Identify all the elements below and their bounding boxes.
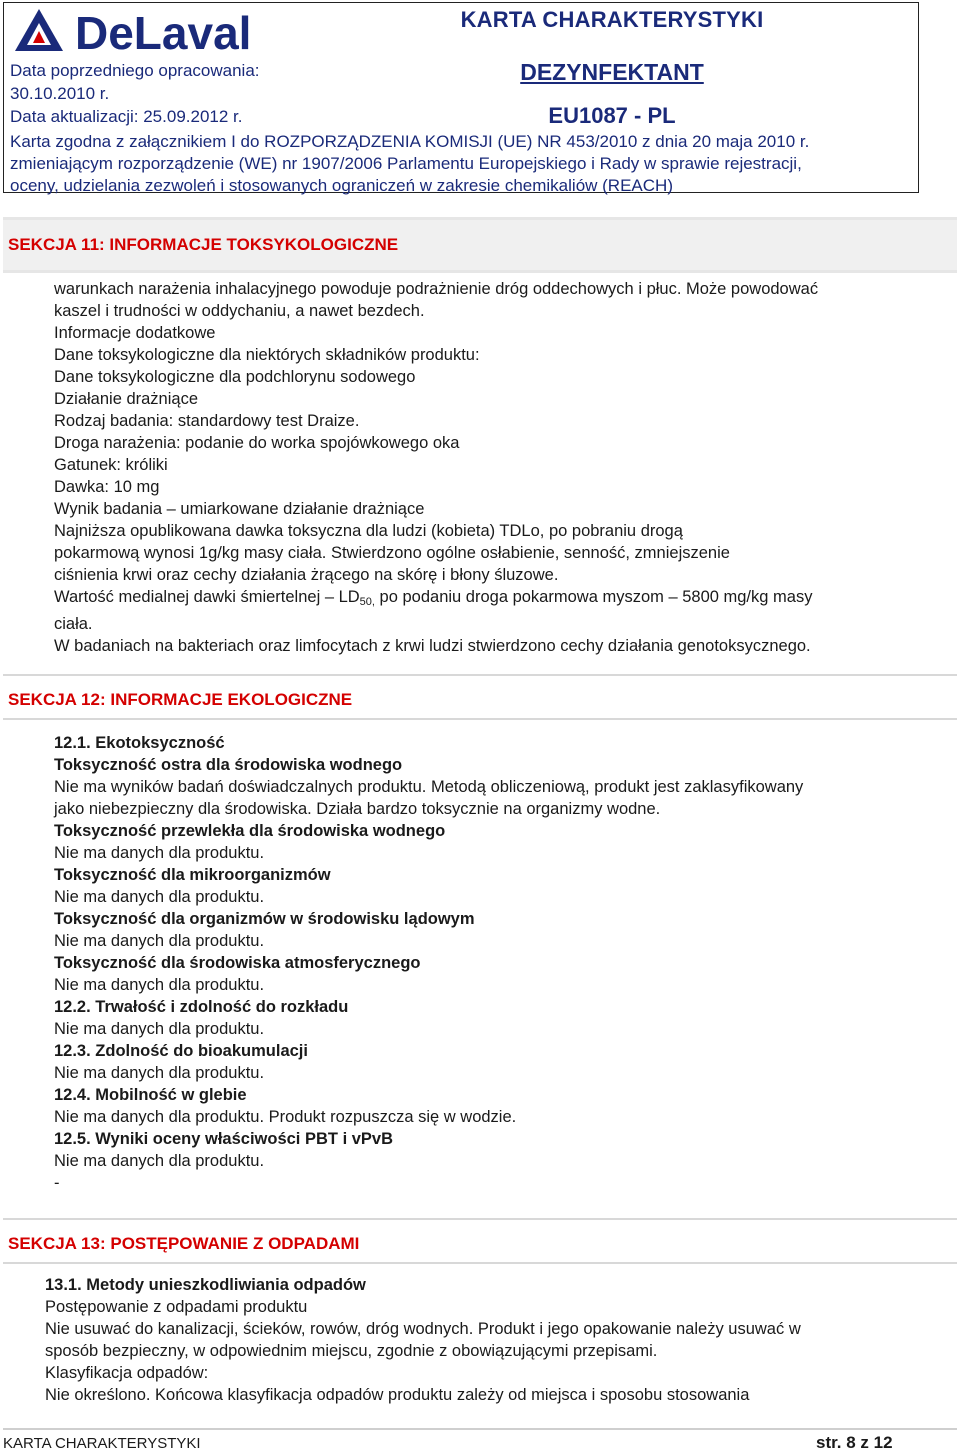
text-line: Klasyfikacja odpadów: <box>45 1364 209 1382</box>
delaval-logo <box>9 3 299 59</box>
text-line: Nie ma danych dla produktu. <box>54 932 265 950</box>
section-12-divider-bottom <box>3 718 957 720</box>
section-13-title: SEKCJA 13: POSTĘPOWANIE Z ODPADAMI <box>8 1234 360 1253</box>
text-line: Nie ma danych dla produktu. <box>54 1064 265 1082</box>
document-title: KARTA CHARAKTERYSTYKI <box>460 7 764 32</box>
text-line: Nie ma danych dla produktu. Produkt rozpuszcza się w wodzie. <box>54 1108 517 1126</box>
text-line: kaszel i trudności w oddychaniu, a nawet bezdech. <box>54 302 425 320</box>
page-number: str. 8 z 12 <box>816 1433 893 1452</box>
ld50-subscript: 50, <box>359 596 375 608</box>
subsection-heading: 12.5. Wyniki oceny właściwości PBT i vPvB <box>54 1130 394 1148</box>
text-line: - <box>54 1174 60 1192</box>
text-line: Nie ma danych dla produktu. <box>54 888 265 906</box>
regulation-line: Karta zgodna z załącznikiem I do ROZPORZĄDZENIA KOMISJI (UE) NR 453/2010 z dnia 20 maja 2010 r. <box>10 132 810 151</box>
section-11-body <box>54 278 818 657</box>
text-line: Najniższa opublikowana dawka toksyczna dla ludzi (kobieta) TDLo, po pobraniu drogą <box>54 522 683 540</box>
footer-divider <box>3 1428 957 1430</box>
subsection-heading: Toksyczność przewlekła dla środowiska wodnego <box>54 822 446 840</box>
regulation-line: zmieniającym rozporządzenie (WE) nr 1907/2006 Parlamentu Europejskiego i Rady w sprawie rejestracji, <box>10 154 802 173</box>
text-line: jako niebezpieczny dla środowiska. Działa bardzo toksycznie na organizmy wodne. <box>54 800 661 818</box>
regulation-note <box>10 131 915 197</box>
text-line: Nie ma danych dla produktu. <box>54 1152 265 1170</box>
subsection-heading: 12.2. Trwałość i zdolność do rozkładu <box>54 998 349 1016</box>
ld50-line <box>54 586 818 613</box>
text-line: warunkach narażenia inhalacyjnego powoduje podrażnienie dróg oddechowych i płuc. Może powodować <box>54 280 819 298</box>
text-line: sposób bezpieczny, w odpowiednim miejscu, zgodnie z obowiązującymi przepisami. <box>45 1342 658 1360</box>
section-13-divider-bottom <box>3 1262 957 1264</box>
subsection-heading: Toksyczność dla organizmów w środowisku lądowym <box>54 910 475 928</box>
text-line: pokarmową wynosi 1g/kg masy ciała. Stwierdzono ogólne osłabienie, senność, zmniejszenie <box>54 544 730 562</box>
subsection-heading: 12.4. Mobilność w glebie <box>54 1086 247 1104</box>
text-line: Nie ma danych dla produktu. <box>54 976 265 994</box>
text-line: Wynik badania – umiarkowane działanie drażniące <box>54 500 425 518</box>
subsection-heading: 12.3. Zdolność do bioakumulacji <box>54 1042 308 1060</box>
regulation-line: oceny, udzielania zezwoleń i stosowanych ograniczeń w zakresie chemikaliów (REACH) <box>10 176 673 195</box>
section-11-title: SEKCJA 11: INFORMACJE TOKSYKOLOGICZNE <box>8 235 399 254</box>
subsection-heading: Toksyczność dla mikroorganizmów <box>54 866 331 884</box>
section-13-body <box>45 1274 801 1406</box>
ld50-prefix: Wartość medialnej dawki śmiertelnej – LD <box>54 588 360 606</box>
logo-text: DeLaval <box>75 7 252 59</box>
text-line: Nie usuwać do kanalizacji, ścieków, rowów, dróg wodnych. Produkt i jego opakowanie należy usuwać w <box>45 1320 801 1338</box>
subsection-heading: 13.1. Metody unieszkodliwiania odpadów <box>45 1276 366 1294</box>
document-header <box>3 2 919 193</box>
section-12-divider <box>3 674 957 676</box>
subsection-heading: Toksyczność dla środowiska atmosferycznego <box>54 954 421 972</box>
previous-version-date: 30.10.2010 r. <box>10 84 110 103</box>
text-line: Nie ma wyników badań doświadczalnych produktu. Metodą obliczeniową, produkt jest zaklasyfikowany <box>54 778 804 796</box>
update-date: Data aktualizacji: 25.09.2012 r. <box>10 107 243 126</box>
text-line: W badaniach na bakteriach oraz limfocytach z krwi ludzi stwierdzono cechy działania genotoksycznego. <box>54 637 811 655</box>
text-line: Gatunek: króliki <box>54 456 168 474</box>
ld50-suffix: po podaniu droga pokarmowa myszom – 5800 mg/kg masy <box>374 588 813 606</box>
footer-document-name: KARTA CHARAKTERYSTYKI <box>3 1435 201 1452</box>
subsection-heading: Toksyczność ostra dla środowiska wodnego <box>54 756 403 774</box>
section-12-title: SEKCJA 12: INFORMACJE EKOLOGICZNE <box>8 690 353 709</box>
subsection-heading: 12.1. Ekotoksyczność <box>54 734 225 752</box>
text-line: ciała. <box>54 615 93 633</box>
text-line: Droga narażenia: podanie do worka spojówkowego oka <box>54 434 460 452</box>
text-line: Rodzaj badania: standardowy test Draize. <box>54 412 360 430</box>
text-line: Działanie drażniące <box>54 390 198 408</box>
text-line: ciśnienia krwi oraz cechy działania żrącego na skórę i błony śluzowe. <box>54 566 559 584</box>
text-line: Dane toksykologiczne dla podchlorynu sodowego <box>54 368 416 386</box>
section-13-divider <box>3 1218 957 1220</box>
text-line: Nie ma danych dla produktu. <box>54 844 265 862</box>
text-line: Informacje dodatkowe <box>54 324 216 342</box>
text-line: Nie ma danych dla produktu. <box>54 1020 265 1038</box>
text-line: Postępowanie z odpadami produktu <box>45 1298 308 1316</box>
product-name: DEZYNFEKTANT <box>520 59 704 85</box>
section-12-body <box>54 732 803 1194</box>
text-line: Dawka: 10 mg <box>54 478 160 496</box>
text-line: Nie określono. Końcowa klasyfikacja odpadów produktu zależy od miejsca i sposobu stosowania <box>45 1386 750 1404</box>
previous-version-label: Data poprzedniego opracowania: <box>10 61 260 80</box>
text-line: Dane toksykologiczne dla niektórych składników produktu: <box>54 346 480 364</box>
product-code: EU1087 - PL <box>548 103 676 128</box>
